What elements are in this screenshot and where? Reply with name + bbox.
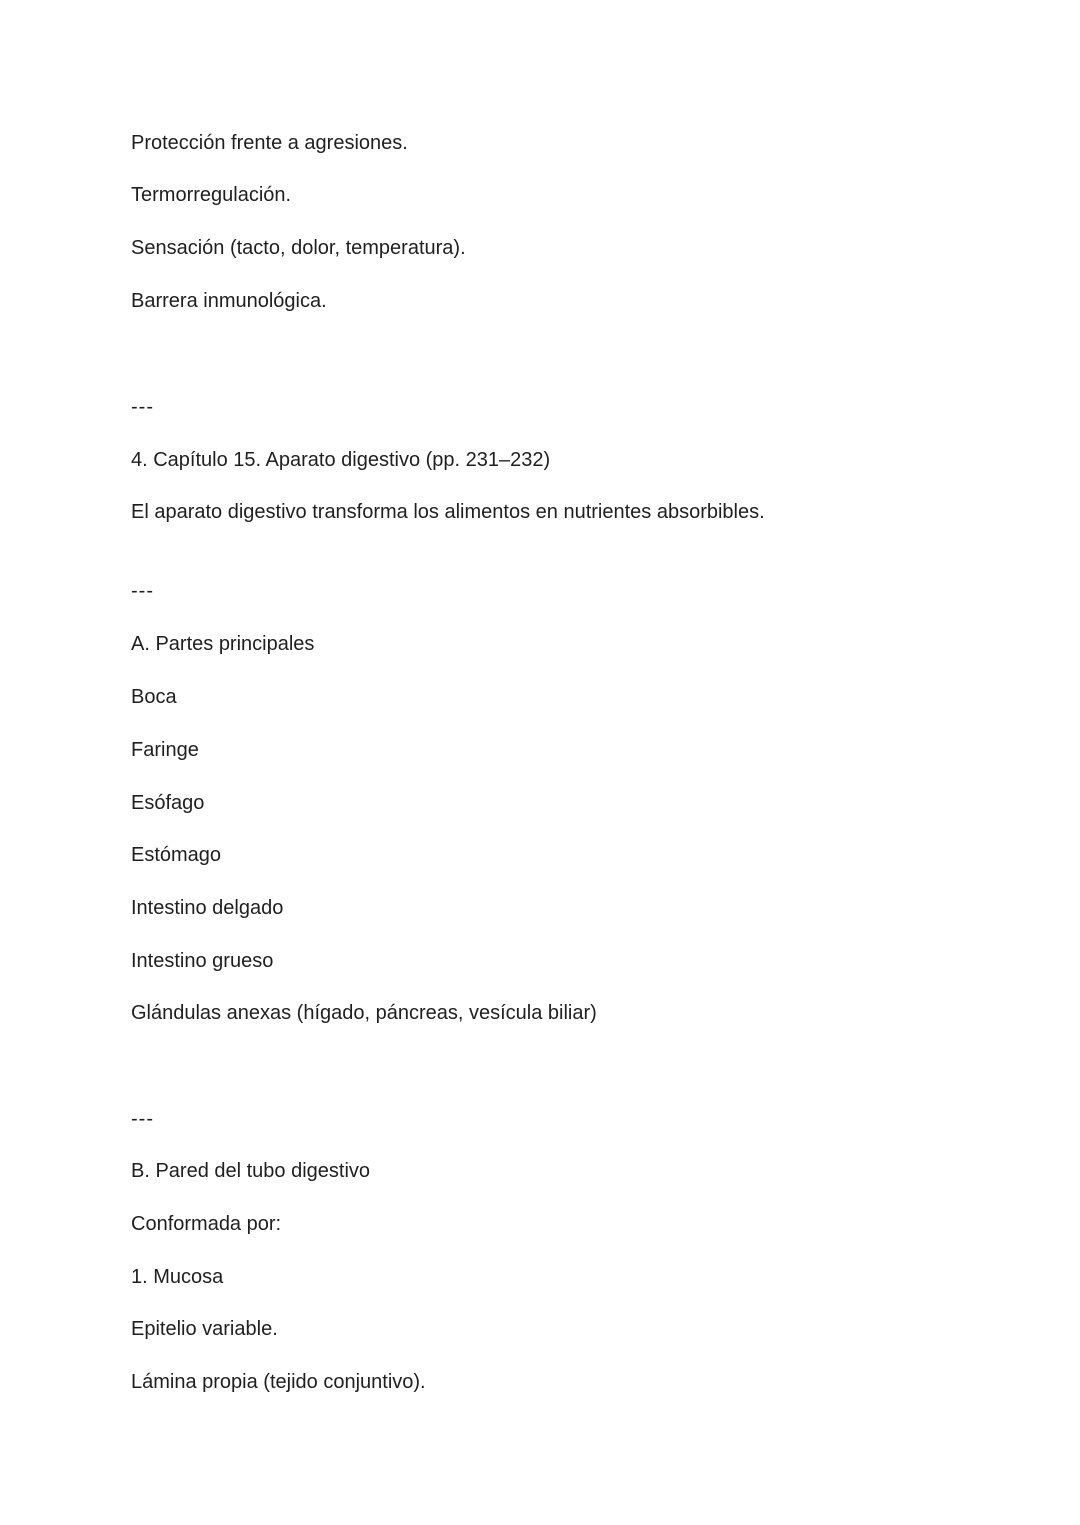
list-item-epitelio: Epitelio variable. [131,1318,278,1340]
section-heading-pared: B. Pared del tubo digestivo [131,1160,371,1182]
chapter-heading: 4. Capítulo 15. Aparato digestivo (pp. 231–232) [131,449,551,471]
list-item-faringe: Faringe [131,739,199,761]
list-item-mucosa: 1. Mucosa [131,1266,224,1288]
list-item-proteccion: Protección frente a agresiones. [131,132,408,154]
list-item-estomago: Estómago [131,844,222,866]
separator: --- [131,396,154,418]
list-item-glandulas: Glándulas anexas (hígado, páncreas, vesícula biliar) [131,1002,597,1024]
list-item-esofago: Esófago [131,792,205,814]
chapter-intro: El aparato digestivo transforma los alimentos en nutrientes absorbibles. [131,501,765,523]
list-item-barrera: Barrera inmunológica. [131,290,327,312]
separator: --- [131,1108,154,1130]
list-item-boca: Boca [131,686,177,708]
paragraph-conformada: Conformada por: [131,1213,282,1235]
list-item-sensacion: Sensación (tacto, dolor, temperatura). [131,237,466,259]
section-heading-partes: A. Partes principales [131,633,315,655]
list-item-intestino-grueso: Intestino grueso [131,950,274,972]
list-item-termorregulacion: Termorregulación. [131,184,292,206]
separator: --- [131,580,154,602]
list-item-intestino-delgado: Intestino delgado [131,897,284,919]
list-item-lamina-propia: Lámina propia (tejido conjuntivo). [131,1371,426,1393]
